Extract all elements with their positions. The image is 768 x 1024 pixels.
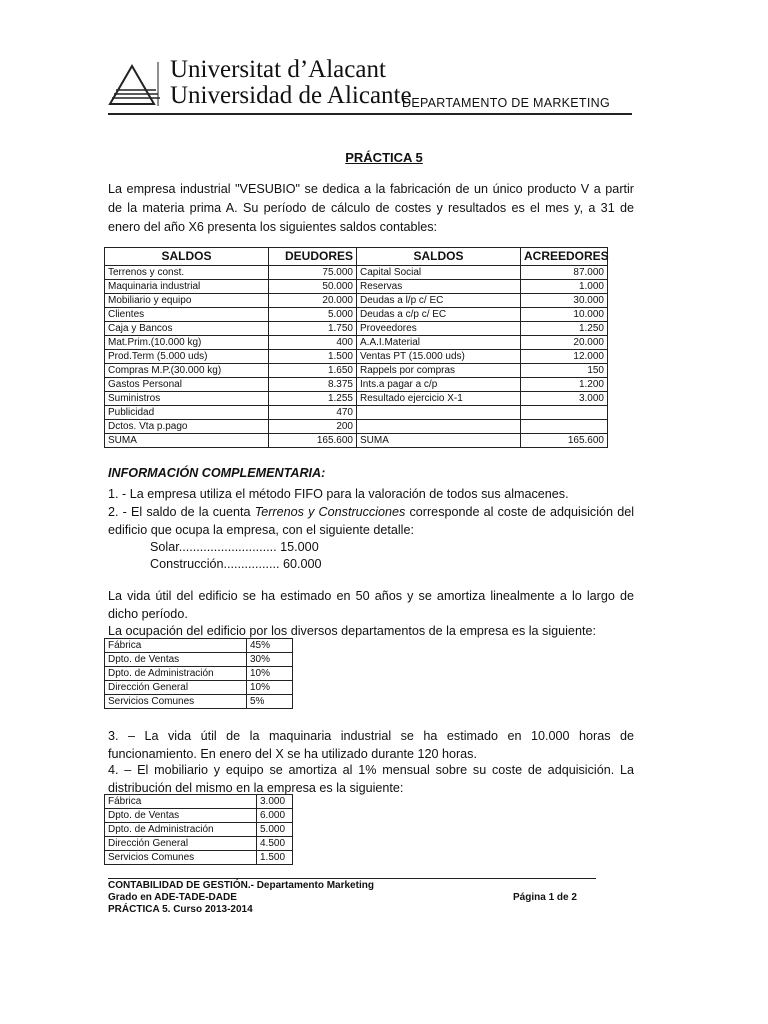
debit-amount: 20.000 <box>269 294 357 308</box>
credit-account: Rappels por compras <box>357 364 521 378</box>
credit-account: SUMA <box>357 434 521 448</box>
furniture-row <box>105 823 293 837</box>
credit-account <box>357 406 521 420</box>
furniture-table <box>104 794 293 865</box>
furniture-value: 6.000 <box>257 809 293 823</box>
header-rule <box>108 113 632 115</box>
debit-amount: 165.600 <box>269 434 357 448</box>
furniture-value: 5.000 <box>257 823 293 837</box>
university-name-valencian: Universitat d’Alacant <box>170 56 386 83</box>
credit-amount: 10.000 <box>521 308 608 322</box>
debit-account: Dctos. Vta p.pago <box>105 420 269 434</box>
credit-amount: 30.000 <box>521 294 608 308</box>
credit-account: A.A.I.Material <box>357 336 521 350</box>
department-name: DEPARTAMENTO DE MARKETING <box>402 96 610 110</box>
balance-row <box>105 434 608 448</box>
credit-amount: 1.250 <box>521 322 608 336</box>
item-2-prefix: 2. - El saldo de la cuenta <box>108 505 255 519</box>
occupation-row <box>105 695 293 709</box>
item-2 <box>108 503 634 539</box>
credit-amount: 150 <box>521 364 608 378</box>
credit-account: Reservas <box>357 280 521 294</box>
item-3: 3. – La vida útil de la maquinaria industrial se ha estimado en 10.000 horas de funcionamiento. En enero del X se ha utilizado durante 120 horas. <box>108 729 634 761</box>
vida-util-paragraph: La vida útil del edificio se ha estimado en 50 años y se amortiza linealmente a lo largo de dicho período. <box>108 589 634 621</box>
construccion-line: Construcción................ 60.000 <box>150 557 322 571</box>
balance-row <box>105 406 608 420</box>
furniture-label: Dpto. de Ventas <box>105 809 257 823</box>
debit-amount: 1.650 <box>269 364 357 378</box>
debit-amount: 470 <box>269 406 357 420</box>
furniture-row <box>105 809 293 823</box>
occupation-value: 30% <box>247 653 293 667</box>
balance-row <box>105 308 608 322</box>
occupation-row <box>105 639 293 653</box>
occupation-row <box>105 681 293 695</box>
credit-account: Deudas a c/p c/ EC <box>357 308 521 322</box>
page-number: Página 1 de 2 <box>513 892 577 903</box>
credit-amount: 165.600 <box>521 434 608 448</box>
item-2-suffix: corresponde al coste de adquisición del edificio que ocupa la empresa, con el siguiente detalle: <box>108 505 634 537</box>
furniture-label: Servicios Comunes <box>105 851 257 865</box>
debit-account: SUMA <box>105 434 269 448</box>
debit-account: Mobiliario y equipo <box>105 294 269 308</box>
credit-amount: 87.000 <box>521 266 608 280</box>
footer-degree: Grado en ADE-TADE-DADE <box>108 892 237 903</box>
debit-amount: 5.000 <box>269 308 357 322</box>
furniture-value: 4.500 <box>257 837 293 851</box>
occupation-row <box>105 653 293 667</box>
balance-row <box>105 420 608 434</box>
footer-text <box>108 880 374 916</box>
header-saldos-debit: SALDOS <box>105 248 269 266</box>
occupation-value: 10% <box>247 667 293 681</box>
furniture-row <box>105 795 293 809</box>
debit-amount: 1.500 <box>269 350 357 364</box>
debit-account: Compras M.P.(30.000 kg) <box>105 364 269 378</box>
balance-row <box>105 280 608 294</box>
credit-amount: 20.000 <box>521 336 608 350</box>
credit-account: Deudas a l/p c/ EC <box>357 294 521 308</box>
header-deudores: DEUDORES <box>269 248 357 266</box>
furniture-label: Fábrica <box>105 795 257 809</box>
occupation-table <box>104 638 293 709</box>
credit-amount: 3.000 <box>521 392 608 406</box>
balance-row <box>105 378 608 392</box>
debit-account: Prod.Term (5.000 uds) <box>105 350 269 364</box>
footer-rule <box>108 878 596 879</box>
balances-header-row <box>105 248 608 266</box>
debit-amount: 200 <box>269 420 357 434</box>
occupation-value: 45% <box>247 639 293 653</box>
credit-account: Proveedores <box>357 322 521 336</box>
credit-account: Ints.a pagar a c/p <box>357 378 521 392</box>
furniture-label: Dirección General <box>105 837 257 851</box>
credit-amount: 1.200 <box>521 378 608 392</box>
university-name-spanish: Universidad de Alicante <box>170 82 412 109</box>
header-saldos-credit: SALDOS <box>357 248 521 266</box>
footer-practice: PRÁCTICA 5. Curso 2013-2014 <box>108 904 253 915</box>
balance-row <box>105 364 608 378</box>
credit-account: Resultado ejercicio X-1 <box>357 392 521 406</box>
occupation-label: Dpto. de Administración <box>105 667 247 681</box>
occupation-label: Dpto. de Ventas <box>105 653 247 667</box>
debit-amount: 1.255 <box>269 392 357 406</box>
furniture-row <box>105 851 293 865</box>
debit-account: Terrenos y const. <box>105 266 269 280</box>
balances-table <box>104 247 608 448</box>
balance-row <box>105 294 608 308</box>
debit-account: Maquinaria industrial <box>105 280 269 294</box>
debit-amount: 8.375 <box>269 378 357 392</box>
complementary-heading: INFORMACIÓN COMPLEMENTARIA: <box>108 466 326 480</box>
credit-amount: 12.000 <box>521 350 608 364</box>
credit-account <box>357 420 521 434</box>
header-acreedores: ACREEDORES <box>521 248 608 266</box>
occupation-label: Dirección General <box>105 681 247 695</box>
page-title: PRÁCTICA 5 <box>345 150 423 165</box>
item-1: 1. - La empresa utiliza el método FIFO para la valoración de todos sus almacenes. <box>108 487 569 501</box>
furniture-label: Dpto. de Administración <box>105 823 257 837</box>
occupation-label: Servicios Comunes <box>105 695 247 709</box>
debit-amount: 1.750 <box>269 322 357 336</box>
occupation-value: 5% <box>247 695 293 709</box>
credit-amount <box>521 420 608 434</box>
credit-account: Ventas PT (15.000 uds) <box>357 350 521 364</box>
debit-account: Caja y Bancos <box>105 322 269 336</box>
occupation-value: 10% <box>247 681 293 695</box>
debit-amount: 400 <box>269 336 357 350</box>
debit-account: Suministros <box>105 392 269 406</box>
balance-row <box>105 266 608 280</box>
furniture-value: 3.000 <box>257 795 293 809</box>
credit-amount <box>521 406 608 420</box>
university-logo-icon <box>104 60 162 108</box>
balance-row <box>105 350 608 364</box>
debit-account: Gastos Personal <box>105 378 269 392</box>
occupation-label: Fábrica <box>105 639 247 653</box>
occupation-row <box>105 667 293 681</box>
footer-course: CONTABILIDAD DE GESTIÓN.- Departamento Marketing <box>108 880 374 891</box>
debit-amount: 75.000 <box>269 266 357 280</box>
furniture-value: 1.500 <box>257 851 293 865</box>
debit-account: Mat.Prim.(10.000 kg) <box>105 336 269 350</box>
intro-paragraph: La empresa industrial "VESUBIO" se dedica a la fabricación de un único producto V a partir de la materia prima A. Su período de cálculo de costes y resultados es el mes y, a 31 de enero del año X6 presenta los siguientes saldos contables: <box>108 182 634 234</box>
solar-line: Solar............................ 15.000 <box>150 540 319 554</box>
furniture-row <box>105 837 293 851</box>
item-2-account: Terrenos y Construcciones <box>254 505 406 519</box>
ocupacion-paragraph: La ocupación del edificio por los diversos departamentos de la empresa es la siguiente: <box>108 624 596 638</box>
debit-amount: 50.000 <box>269 280 357 294</box>
balance-row <box>105 392 608 406</box>
credit-account: Capital Social <box>357 266 521 280</box>
item-4: 4. – El mobiliario y equipo se amortiza al 1% mensual sobre su coste de adquisición. La distribución del mismo en la empresa es la siguiente: <box>108 763 634 795</box>
balance-row <box>105 336 608 350</box>
debit-account: Clientes <box>105 308 269 322</box>
balance-row <box>105 322 608 336</box>
credit-amount: 1.000 <box>521 280 608 294</box>
debit-account: Publicidad <box>105 406 269 420</box>
